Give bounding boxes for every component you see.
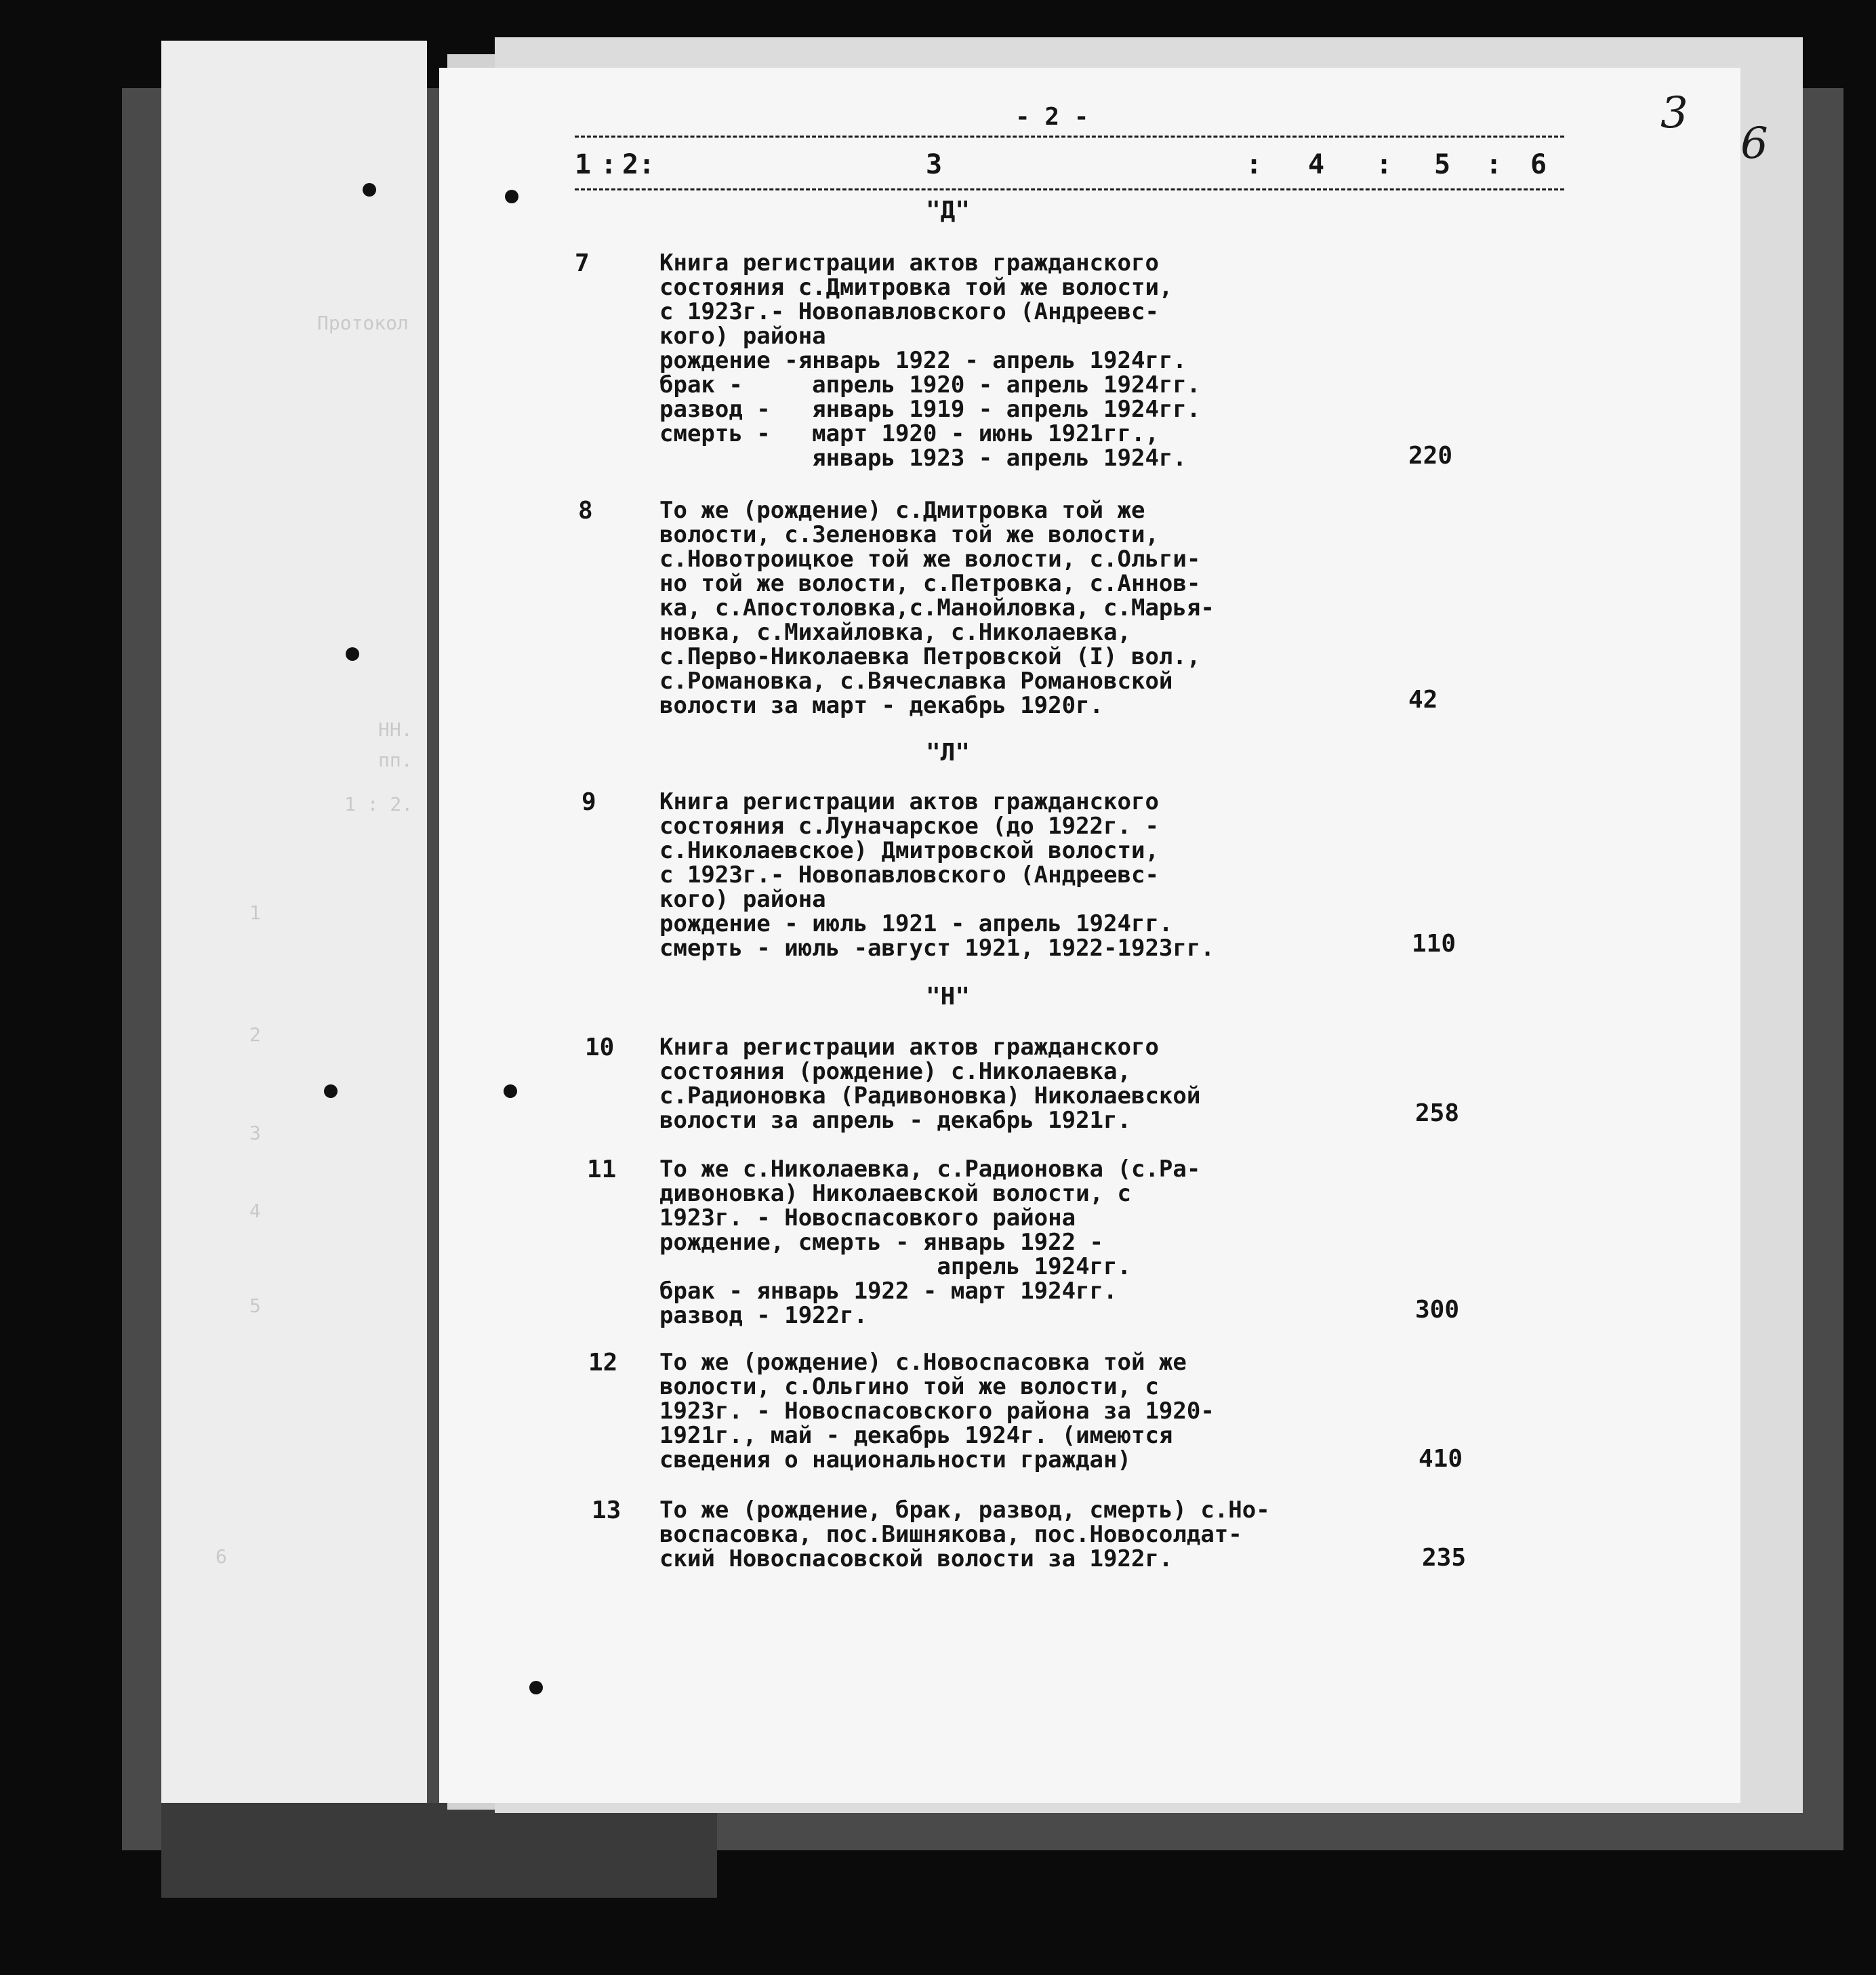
entry-line: смерть - июль -август 1921, 1922-1923гг. xyxy=(659,935,1215,962)
cloth-binding xyxy=(161,1803,717,1898)
header-rule xyxy=(575,188,1564,190)
entry-line: дивоновка) Николаевской волости, с xyxy=(659,1180,1131,1207)
section-letter: "Н" xyxy=(926,983,971,1011)
entry-line: рождение -январь 1922 - апрель 1924гг. xyxy=(659,347,1187,374)
entry-count: 410 xyxy=(1419,1445,1463,1473)
entry-line: волости, с.Зеленовка той же волости, xyxy=(659,521,1159,548)
entry-line: состояния с.Луначарское (до 1922г. - xyxy=(659,813,1159,840)
entry-line: волости, с.Ольгино той же волости, с xyxy=(659,1373,1159,1400)
entry-count: 220 xyxy=(1408,442,1453,470)
entry-number: 10 xyxy=(585,1034,615,1061)
entry-number: 13 xyxy=(592,1496,621,1524)
entry-count: 110 xyxy=(1412,930,1456,958)
entry-line: с.Романовка, с.Вячеславка Романовской xyxy=(659,668,1173,695)
entry-description xyxy=(659,1035,1200,1133)
entry-number: 8 xyxy=(578,497,593,525)
entry-line: ский Новоспасовской волости за 1922г. xyxy=(659,1545,1173,1572)
entry-count: 258 xyxy=(1415,1099,1460,1127)
entry-line: То же с.Николаевка, с.Радионовка (с.Ра- xyxy=(659,1156,1201,1183)
entry-line: развод - январь 1919 - апрель 1924гг. xyxy=(659,396,1201,423)
entry-line: Книга регистрации актов гражданского xyxy=(659,1034,1159,1061)
left-page-fragment: 5 xyxy=(249,1295,261,1317)
entry-line: ка, с.Апостоловка,с.Манойловка, с.Марья- xyxy=(659,594,1215,622)
entry-line: с.Николаевское) Дмитровской волости, xyxy=(659,837,1159,864)
column-header: 4 xyxy=(1308,149,1325,180)
entry-line: Книга регистрации актов гражданского xyxy=(659,249,1159,277)
column-header: 2: xyxy=(622,149,655,180)
entry-number: 7 xyxy=(575,249,590,277)
left-page-fragment: 3 xyxy=(249,1122,261,1144)
entry-line: То же (рождение, брак, развод, смерть) с.Но- xyxy=(659,1496,1270,1524)
entry-description xyxy=(659,1157,1200,1328)
entry-line: январь 1923 - апрель 1924г. xyxy=(659,445,1187,472)
entry-number: 11 xyxy=(587,1156,617,1183)
entry-line: То же (рождение) с.Дмитровка той же xyxy=(659,497,1145,524)
entry-line: рождение, смерть - январь 1922 - xyxy=(659,1229,1104,1256)
left-page-fragment: 4 xyxy=(249,1200,261,1222)
punch-hole xyxy=(504,1084,517,1098)
entry-line: кого) района xyxy=(659,323,826,350)
entry-count: 42 xyxy=(1408,686,1438,714)
entry-line: рождение - июль 1921 - апрель 1924гг. xyxy=(659,910,1173,937)
left-page-fragment: Протокол xyxy=(317,312,409,334)
header-rule xyxy=(575,136,1564,138)
entry-line: состояния с.Дмитровка той же волости, xyxy=(659,274,1173,301)
column-header: 5 xyxy=(1434,149,1451,180)
entry-description xyxy=(659,1350,1215,1472)
entry-line: То же (рождение) с.Новоспасовка той же xyxy=(659,1349,1187,1376)
entry-line: волости за апрель - декабрь 1921г. xyxy=(659,1107,1131,1134)
left-page-fragment: 6 xyxy=(216,1545,227,1568)
entry-line: брак - январь 1922 - март 1924гг. xyxy=(659,1278,1118,1305)
punch-hole xyxy=(529,1681,543,1694)
document-page xyxy=(439,68,1740,1803)
section-letter: "Д" xyxy=(926,197,971,224)
entry-line: воспасовка, пос.Вишнякова, пос.Новосолдат- xyxy=(659,1521,1242,1548)
entry-description xyxy=(659,251,1200,470)
punch-hole xyxy=(346,647,359,661)
left-page-fragment: 2 xyxy=(249,1023,261,1046)
entry-line: кого) района xyxy=(659,886,826,913)
entry-number: 9 xyxy=(582,788,596,816)
handwritten-folio-number: 6 xyxy=(1740,119,1768,169)
entry-line: развод - 1922г. xyxy=(659,1302,868,1329)
column-separator: : xyxy=(1486,149,1503,180)
entry-line: состояния (рождение) с.Николаевка, xyxy=(659,1058,1131,1085)
left-page-fragment: НН. xyxy=(378,718,413,741)
entry-line: сведения о национальности граждан) xyxy=(659,1446,1131,1473)
entry-line: 1921г., май - декабрь 1924г. (имеются xyxy=(659,1422,1173,1449)
entry-line: новка, с.Михайловка, с.Николаевка, xyxy=(659,619,1131,646)
entry-line: брак - апрель 1920 - апрель 1924гг. xyxy=(659,371,1201,399)
entry-count: 235 xyxy=(1422,1544,1467,1572)
left-page xyxy=(161,41,427,1803)
left-page-fragment: 1 xyxy=(249,901,261,924)
punch-hole xyxy=(324,1084,338,1098)
left-page-fragment: 1 : 2. xyxy=(344,793,413,815)
left-page-fragment: пп. xyxy=(378,749,413,771)
entry-line: Книга регистрации актов гражданского xyxy=(659,788,1159,815)
entry-line: апрель 1924гг. xyxy=(659,1253,1131,1280)
entry-line: с 1923г.- Новопавловского (Андреевс- xyxy=(659,861,1159,889)
entry-line: с.Новотроицкое той же волости, с.Ольги- xyxy=(659,546,1201,573)
page-number: - 2 - xyxy=(1015,103,1089,131)
entry-line: с.Радионовка (Радивоновка) Николаевской xyxy=(659,1082,1201,1109)
entry-line: но той же волости, с.Петровка, с.Аннов- xyxy=(659,570,1201,597)
entry-line: смерть - март 1920 - июнь 1921гг., xyxy=(659,420,1159,447)
column-header: 1 xyxy=(575,149,592,180)
column-separator: : xyxy=(1246,149,1263,180)
entry-line: 1923г. - Новоспасовкого района xyxy=(659,1204,1076,1231)
punch-hole xyxy=(505,190,518,203)
column-header: 3 xyxy=(926,149,943,180)
punch-hole xyxy=(363,183,376,197)
handwritten-folio-number: 3 xyxy=(1660,88,1688,138)
entry-line: с 1923г.- Новопавловского (Андреевс- xyxy=(659,298,1159,325)
entry-count: 300 xyxy=(1415,1296,1460,1324)
entry-line: волости за март - декабрь 1920г. xyxy=(659,692,1104,719)
column-separator: : xyxy=(1376,149,1393,180)
entry-line: с.Перво-Николаевка Петровской (I) вол., xyxy=(659,643,1201,670)
column-header: 6 xyxy=(1530,149,1547,180)
column-separator: : xyxy=(600,149,617,180)
section-letter: "Л" xyxy=(926,739,971,767)
entry-line: 1923г. - Новоспасовского района за 1920- xyxy=(659,1398,1215,1425)
entry-description xyxy=(659,498,1215,718)
entry-number: 12 xyxy=(588,1349,618,1377)
entry-description xyxy=(659,790,1215,960)
entry-description xyxy=(659,1498,1270,1571)
